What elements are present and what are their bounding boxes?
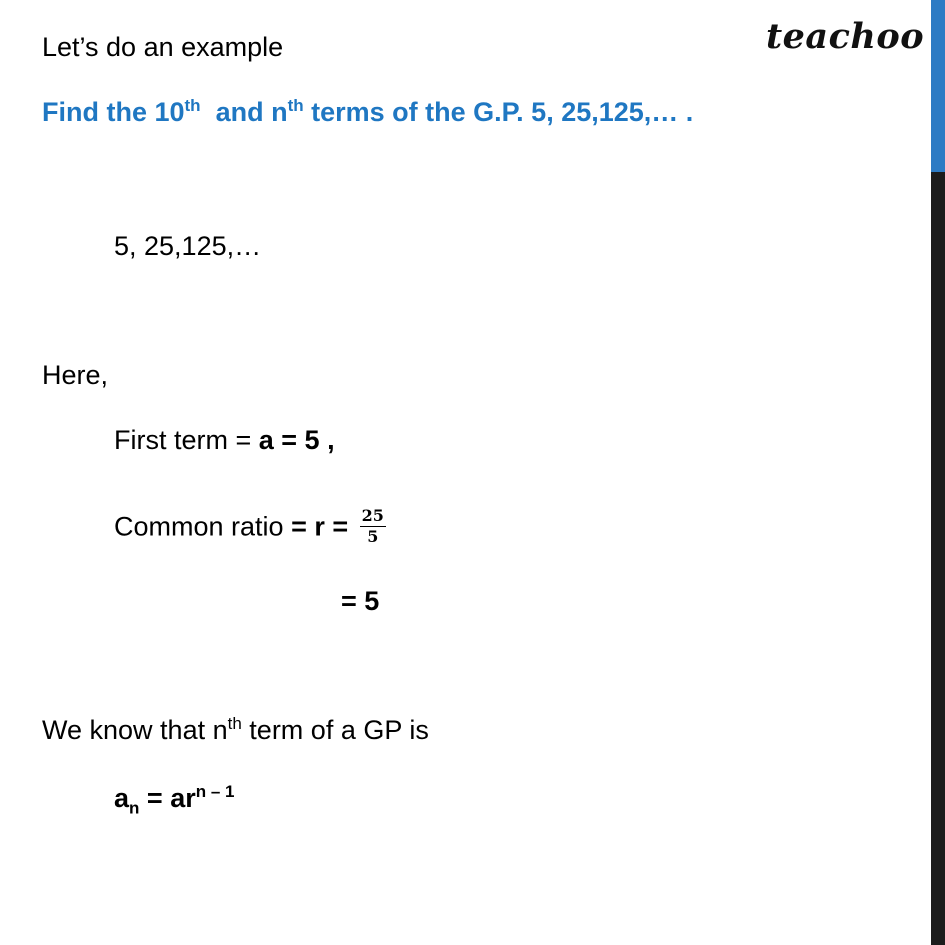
- nth-term-part-2: term of a GP is: [241, 715, 429, 745]
- common-ratio-eq2: =: [324, 511, 356, 542]
- sequence-text: 5, 25,125,…: [114, 231, 262, 261]
- first-term-line: [114, 423, 335, 457]
- common-ratio-line: [114, 508, 386, 549]
- nth-term-part-1: We know that n: [42, 715, 228, 745]
- question-part-1: Find the 10: [42, 97, 185, 127]
- fraction-numerator: 25: [361, 506, 384, 525]
- formula-subscript: n: [129, 798, 140, 818]
- teachoo-logo: teachoo: [766, 16, 925, 57]
- common-ratio-label: Common ratio: [114, 511, 292, 542]
- nth-term-intro: [42, 713, 429, 747]
- ratio-result: = 5: [341, 586, 380, 616]
- first-term-value: a = 5 ,: [258, 425, 335, 455]
- nth-term-superscript: th: [227, 714, 242, 733]
- question-superscript-1: th: [184, 96, 201, 115]
- scrollbar-track[interactable]: [931, 0, 945, 945]
- fraction-denominator: 5: [367, 527, 379, 546]
- question-heading: [42, 95, 693, 129]
- nth-term-formula: [114, 781, 235, 818]
- here-label: Here,: [42, 360, 109, 390]
- common-ratio-var: r: [314, 511, 325, 542]
- first-term-label: First term =: [114, 425, 259, 455]
- intro-text: Let’s do an example: [42, 32, 284, 62]
- formula-a: a: [114, 783, 130, 813]
- question-superscript-2: th: [287, 96, 304, 115]
- question-part-3: terms of the G.P. 5, 25,125,… .: [303, 97, 694, 127]
- formula-mid: = ar: [139, 783, 196, 813]
- formula-superscript: n – 1: [195, 782, 235, 801]
- scrollbar-thumb[interactable]: [931, 0, 945, 172]
- ratio-fraction: [360, 506, 386, 547]
- common-ratio-eq: =: [291, 511, 315, 542]
- question-part-2: and n: [200, 97, 288, 127]
